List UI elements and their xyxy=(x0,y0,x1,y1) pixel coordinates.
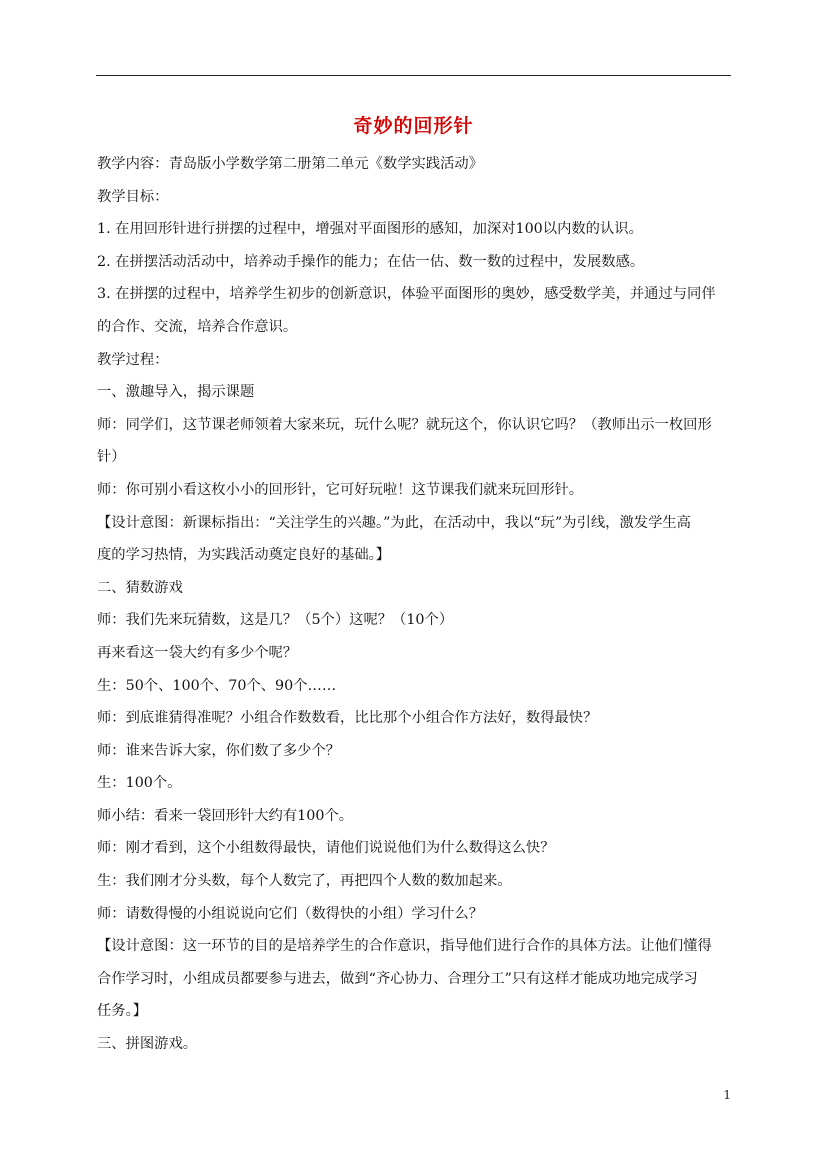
body-line: 师小结：看来一袋回形针大约有100个。 xyxy=(97,807,354,824)
body-line: 师：同学们，这节课老师领着大家来玩，玩什么呢？就玩这个，你认识它吗？（教师出示一枚回形 xyxy=(97,416,712,433)
body-line: 再来看这一袋大约有多少个呢？ xyxy=(97,644,298,661)
document-body xyxy=(97,148,731,1061)
body-line: 1. 在用回形针进行拼摆的过程中，增强对平面图形的感知，加深对100以内数的认识。 xyxy=(97,221,643,238)
body-line: 生：100个。 xyxy=(97,775,182,792)
body-line: 【设计意图：新课标指出：“关注学生的兴趣。”为此，在活动中，我以“玩”为引线，激发学生高 xyxy=(97,514,691,531)
body-line: 教学过程： xyxy=(97,351,169,368)
body-line: 师：你可别小看这枚小小的回形针，它可好玩啦！这节课我们就来玩回形针。 xyxy=(97,481,584,498)
body-line: 的合作、交流，培养合作意识。 xyxy=(97,318,298,335)
body-line: 生：50个、100个、70个、90个…… xyxy=(97,677,337,694)
body-line: 师：到底谁猜得准呢？小组合作数数看，比比那个小组合作方法好，数得最快？ xyxy=(97,710,598,727)
body-line: 教学目标： xyxy=(97,188,169,205)
body-line: 针） xyxy=(97,449,126,466)
body-line: 师：我们先来玩猜数，这是几？（5个）这呢？（10个） xyxy=(97,612,454,629)
document-title: 奇妙的回形针 xyxy=(353,115,474,137)
body-line: 师：请数得慢的小组说说向它们（数得快的小组）学习什么？ xyxy=(97,905,484,922)
body-line: 3. 在拼摆的过程中，培养学生初步的创新意识，体验平面图形的奥妙，感受数学美，并通过与同伴 xyxy=(97,286,716,303)
header-rule xyxy=(96,75,731,76)
body-line: 度的学习热情，为实践活动奠定良好的基础。】 xyxy=(97,547,391,564)
page-number: 1 xyxy=(723,1088,731,1102)
body-line: 【设计意图：这一环节的目的是培养学生的合作意识，指导他们进行合作的具体方法。让他们懂得 xyxy=(97,938,712,955)
body-line: 2. 在拼摆活动活动中，培养动手操作的能力；在估一估、数一数的过程中，发展数感。 xyxy=(97,253,645,270)
body-line: 生：我们刚才分头数，每个人数完了，再把四个人数的数加起来。 xyxy=(97,873,512,890)
body-line: 师：刚才看到，这个小组数得最快，请他们说说他们为什么数得这么快？ xyxy=(97,840,555,857)
body-line: 一、激趣导入，揭示课题 xyxy=(97,384,255,401)
body-line: 二、猜数游戏 xyxy=(97,579,183,596)
body-line: 三、拼图游戏。 xyxy=(97,1036,198,1053)
body-line: 师：谁来告诉大家，你们数了多少个？ xyxy=(97,742,341,759)
body-line: 合作学习时，小组成员都要参与进去，做到“齐心协力、合理分工”只有这样才能成功地完成学习 xyxy=(97,970,698,987)
body-line: 教学内容：青岛版小学数学第二册第二单元《数学实践活动》 xyxy=(97,156,484,172)
body-line: 任务。】 xyxy=(97,1003,148,1020)
